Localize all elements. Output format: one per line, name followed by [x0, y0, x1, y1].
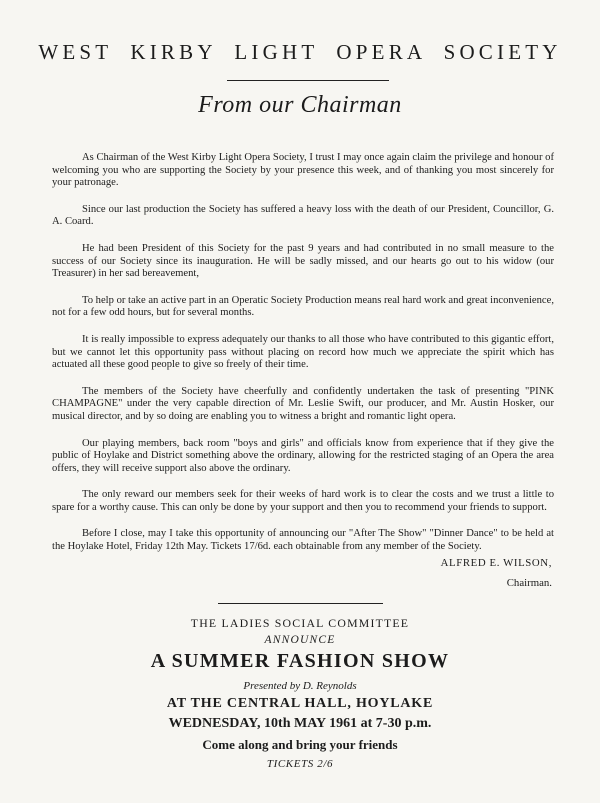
letter-paragraph: Since our last production the Society has suffered a heavy loss with the death of our President, Councillor, G. A. Coard. [52, 203, 554, 228]
signature-name: ALFRED E. WILSON, [440, 557, 552, 569]
letter-paragraph: It is really impossible to express adequately our thanks to all those who have contributed to this gigantic effort, but we cannot let this opportunity pass without placing on record how much we appreciate the spirit which has actuated all these good people to give so freely of their time. [52, 333, 554, 371]
section-divider [218, 603, 368, 604]
letter-paragraph: He had been President of this Society for the past 9 years and had contributed in no small measure to the success of our Society since its inauguration. He will be sadly missed, and our hearts go out to his widow (our Treasurer) in her sad bereavement, [52, 242, 554, 280]
event-invite: Come along and bring your friends [202, 737, 398, 752]
event-tickets: TICKETS 2/6 [266, 758, 334, 770]
signature-title: Chairman. [506, 577, 552, 589]
letter-heading: From our Chairman [198, 92, 402, 118]
committee-name: THE LADIES SOCIAL COMMITTEE [190, 616, 410, 630]
chairman-letter [52, 152, 554, 568]
presented-by: Presented by D. Reynolds [243, 680, 357, 692]
letter-paragraph: Before I close, may I take this opportunity of announcing our "After The Show" "Dinner Dance" to be held at the Hoylake Hotel, Friday 12th May. Tickets 17/6d. each obtainable from any member of the Society. [52, 528, 554, 553]
letter-paragraph: Our playing members, back room "boys and girls" and officials know from experience that if they give the public of Hoylake and District something above the ordinary, allowing for the restricted staging of an Opera the area offers, they will receive support also above the ordinary. [52, 437, 554, 474]
event-title: A SUMMER FASHION SHOW [150, 650, 450, 672]
event-venue: AT THE CENTRAL HALL, HOYLAKE [166, 696, 434, 711]
section-divider-end [368, 603, 383, 604]
letter-paragraph: The members of the Society have cheerfully and confidently undertaken the task of presenting "PINK CHAMPAGNE" under the very capable direction of Mr. Leslie Swift, our producer, and Mr. Austin Hosker, our musical director, and by so doing are enabling you to witness a bright and romantic light opera. [52, 385, 554, 422]
letter-paragraph: To help or take an active part in an Operatic Society Production means real hard work and great inconvenience, not for a few odd hours, but for several months. [52, 294, 554, 319]
letter-paragraph: As Chairman of the West Kirby Light Opera Society, I trust I may once again claim the privilege and honour of welcoming you who are supporting the Society by your presence this week, and of thanking you most sincerely for your patronage. [52, 152, 554, 189]
society-name: WEST KIRBY LIGHT OPERA SOCIETY [38, 40, 562, 64]
top-divider [227, 80, 389, 81]
letter-paragraph: The only reward our members seek for their weeks of hard work is to clear the costs and we trust a little to spare for a worthy cause. This can only be done by your support and then you to recommend your friends to support. [52, 489, 554, 513]
announce-label: ANNOUNCE [264, 634, 336, 646]
event-date: WEDNESDAY, 10th MAY 1961 at 7-30 p.m. [168, 716, 432, 731]
